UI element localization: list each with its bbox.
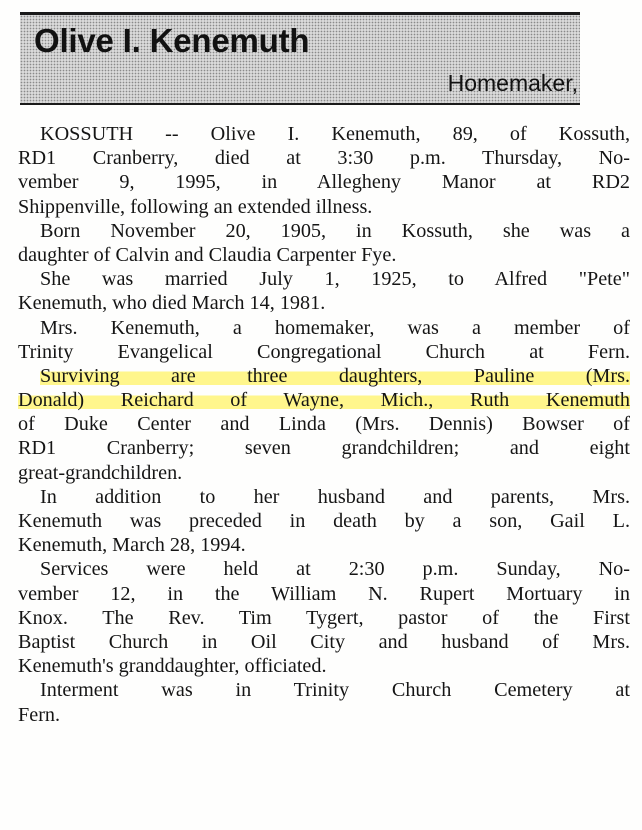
body-line — [18, 436, 630, 460]
body-line-text: KOSSUTH -- Olive I. Kenemuth, 89, of Kossuth, — [40, 123, 630, 145]
body-line — [18, 340, 630, 364]
body-line — [18, 388, 630, 412]
body-line — [18, 606, 630, 630]
body-line-text: Mrs. Kenemuth, a homemaker, was a member of — [40, 316, 630, 339]
body-line-text: In addition to her husband and parents, Mrs. — [40, 485, 630, 508]
obituary-occupation: Homemaker, — [447, 70, 578, 96]
body-line-text: Knox. The Rev. Tim Tygert, pastor of the First — [18, 606, 630, 629]
obituary-name: Olive I. Kenemuth — [34, 22, 310, 59]
body-line-text: great-grandchildren. — [18, 461, 183, 484]
body-line — [18, 412, 630, 436]
body-line — [18, 678, 630, 702]
body-line — [18, 243, 630, 267]
body-line-text: Surviving are three daughters, Pauline (Mrs. — [40, 364, 630, 387]
body-line — [18, 582, 630, 606]
body-line — [18, 291, 630, 315]
body-line-text: Kenemuth, who died March 14, 1981. — [18, 292, 326, 315]
body-line — [18, 195, 630, 219]
body-line-text: Donald) Reichard of Wayne, Mich., Ruth Kenemuth — [18, 389, 630, 412]
body-line — [18, 509, 630, 533]
body-line — [18, 703, 630, 727]
body-line-text: of Duke Center and Linda (Mrs. Dennis) Bowser of — [18, 413, 630, 436]
obituary-body — [18, 122, 630, 727]
body-line-text: Interment was in Trinity Church Cemetery at — [40, 679, 630, 702]
body-line-text: Baptist Church in Oil City and husband of Mrs. — [18, 630, 630, 653]
body-line — [18, 461, 630, 485]
body-line-text: Services were held at 2:30 p.m. Sunday, No- — [40, 558, 630, 581]
body-line-text: daughter of Calvin and Claudia Carpenter Fye. — [18, 243, 397, 266]
body-line — [18, 485, 630, 509]
body-line — [18, 557, 630, 581]
body-line-text: She was married July 1, 1925, to Alfred "Pete" — [40, 268, 630, 291]
body-line-text: Fern. — [18, 703, 61, 726]
body-line — [18, 630, 630, 654]
body-line — [18, 146, 630, 170]
body-line — [18, 364, 630, 388]
body-line — [18, 654, 630, 678]
body-line-text: Shippenville, following an extended illness. — [18, 195, 373, 218]
body-line — [18, 533, 630, 557]
body-line-text: vember 9, 1995, in Allegheny Manor at RD2 — [18, 171, 630, 194]
body-line-text: Kenemuth's granddaughter, officiated. — [18, 655, 327, 678]
body-line-text: Kenemuth, March 28, 1994. — [18, 534, 246, 557]
body-line-text: Kenemuth was preceded in death by a son, Gail L. — [18, 510, 630, 532]
body-line-text: Born November 20, 1905, in Kossuth, she was a — [40, 219, 630, 242]
body-line — [18, 316, 630, 340]
body-line-text: Trinity Evangelical Congregational Church at Fern. — [18, 340, 630, 363]
body-line — [18, 122, 630, 146]
body-line-text: vember 12, in the William N. Rupert Mortuary in — [18, 582, 630, 605]
header-bottom-rule — [20, 103, 580, 105]
body-line — [18, 170, 630, 194]
body-line — [18, 219, 630, 243]
body-line — [18, 267, 630, 291]
body-line-text: RD1 Cranberry, died at 3:30 p.m. Thursday, No- — [18, 147, 630, 170]
body-line-text: RD1 Cranberry; seven grandchildren; and eight — [18, 437, 630, 460]
